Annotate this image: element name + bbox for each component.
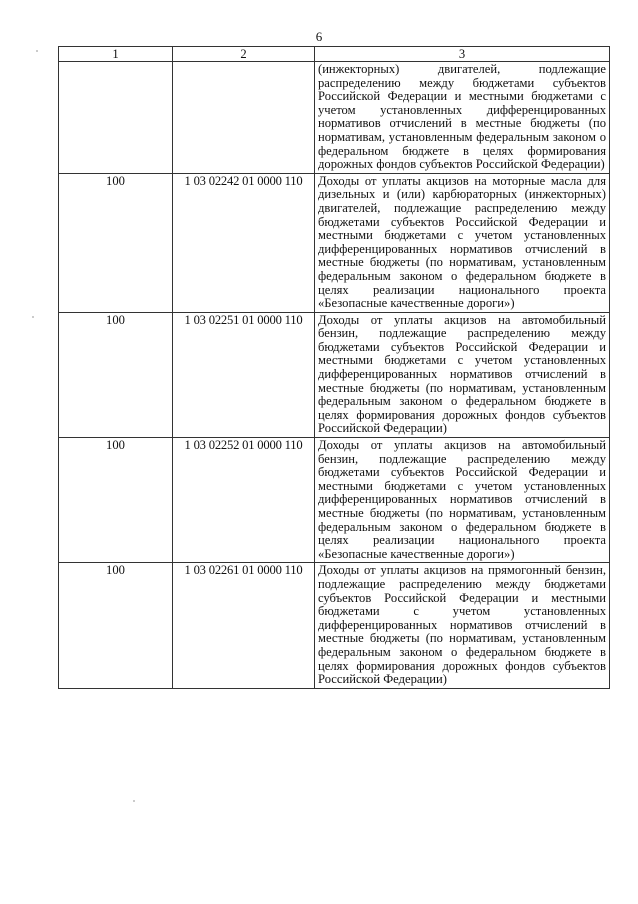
admin-code-cell: 100 bbox=[59, 173, 173, 312]
budget-code-cell: 1 03 02261 01 0000 110 bbox=[173, 563, 315, 688]
description-cell: Доходы от уплаты акцизов на прямогонный бензин, подлежащие распределению между бюджетами субъектов Российской Федерации и местными бюджетами с учетом установленных дифференцированных нормативов отчислений в местные бюджеты (по нормативам, установленным федеральным законом о федеральном бюджете в целях формирования дорожных фондов субъектов Российской Федерации) bbox=[315, 563, 610, 688]
budget-code-cell bbox=[173, 62, 315, 174]
description-cell: Доходы от уплаты акцизов на автомобильный бензин, подлежащие распределению между бюджетами субъектов Российской Федерации и местными бюджетами с учетом установленных дифференцированных нормативов отчислений в местные бюджеты (по нормативам, установленным федеральным законом о федеральном бюджете в целях формирования дорожных фондов субъектов Российской Федерации) bbox=[315, 312, 610, 437]
scan-speck bbox=[32, 316, 34, 318]
description-cell: (инжекторных) двигателей, подлежащие распределению между бюджетами субъектов Российской Федерации и местными бюджетами с учетом установленных дифференцированных нормативов отчислений в местные бюджеты (по нормативам, установленным федеральным законом о федеральном бюджете в целях формирования дорожных фондов субъектов Российской Федерации) bbox=[315, 62, 610, 174]
description-cell: Доходы от уплаты акцизов на автомобильный бензин, подлежащие распределению между бюджетами субъектов Российской Федерации и местными бюджетами с учетом установленных дифференцированных нормативов отчислений в местные бюджеты (по нормативам, установленным федеральным законом о федеральном бюджете в целях реализации национального проекта «Безопасные качественные дороги») bbox=[315, 438, 610, 563]
revenue-codes-table bbox=[58, 46, 610, 689]
table-row bbox=[59, 563, 610, 688]
admin-code-cell: 100 bbox=[59, 312, 173, 437]
admin-code-cell: 100 bbox=[59, 438, 173, 563]
table-row bbox=[59, 62, 610, 174]
table-row bbox=[59, 173, 610, 312]
table-row bbox=[59, 438, 610, 563]
scan-speck bbox=[36, 50, 38, 52]
description-cell: Доходы от уплаты акцизов на моторные масла для дизельных и (или) карбюраторных (инжекторных) двигателей, подлежащие распределению между бюджетами субъектов Российской Федерации и местными бюджетами с учетом установленных дифференцированных нормативов отчислений в местные бюджеты (по нормативам, установленным федеральным законом о федеральном бюджете в целях реализации национального проекта «Безопасные качественные дороги») bbox=[315, 173, 610, 312]
table-row bbox=[59, 312, 610, 437]
column-header-1: 1 bbox=[59, 47, 173, 62]
page-number: 6 bbox=[315, 29, 323, 44]
admin-code-cell: 100 bbox=[59, 563, 173, 688]
scan-speck bbox=[133, 800, 135, 802]
budget-code-cell: 1 03 02252 01 0000 110 bbox=[173, 438, 315, 563]
budget-code-cell: 1 03 02251 01 0000 110 bbox=[173, 312, 315, 437]
admin-code-cell bbox=[59, 62, 173, 174]
column-header-2: 2 bbox=[173, 47, 315, 62]
column-header-3: 3 bbox=[315, 47, 610, 62]
table-header-row bbox=[59, 47, 610, 62]
budget-code-cell: 1 03 02242 01 0000 110 bbox=[173, 173, 315, 312]
